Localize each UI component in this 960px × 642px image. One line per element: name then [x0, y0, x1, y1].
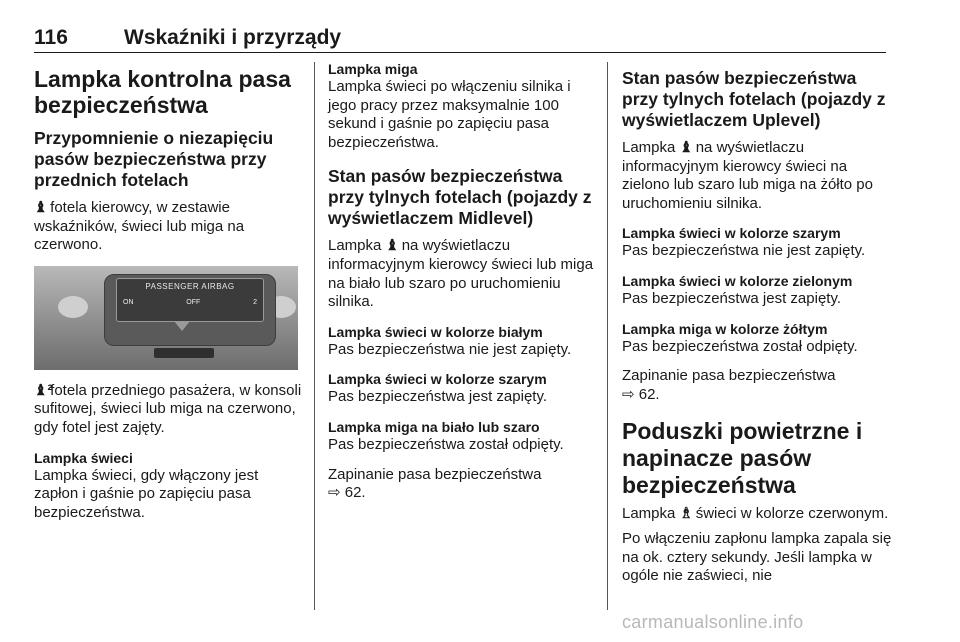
page-header: [34, 22, 886, 53]
paragraph: Pas bezpieczeństwa jest zapięty.: [622, 289, 842, 307]
airbag-person-icon: ♗: [679, 505, 693, 523]
minor-heading: Lampka miga w kolorze żółtym: [622, 320, 828, 337]
reference-paragraph: [328, 466, 596, 503]
paragraph: Pas bezpieczeństwa został odpięty.: [622, 337, 858, 355]
seatbelt-person-icon: ♝: [34, 199, 48, 216]
callout-pointer: [174, 321, 190, 331]
paragraph-text: Lampka: [622, 505, 676, 523]
paragraph: Pas bezpieczeństwa nie jest zapięty.: [622, 242, 866, 260]
paragraph-text: Lampka: [622, 139, 676, 156]
minor-heading: Lampka świeci: [34, 449, 133, 466]
column-2: [328, 60, 596, 503]
seatbelt-person-2-icon: ♝²: [34, 381, 53, 399]
reading-lamp-left: [58, 296, 88, 318]
paragraph: [34, 199, 304, 255]
watermark: carmanualsonline.info: [622, 612, 804, 632]
paragraph-text: świeci w kolorze czerwonym.: [695, 505, 889, 523]
paragraph: Pas bezpieczeństwa jest zapięty.: [328, 388, 548, 406]
section-title: Poduszki powietrzne i napinacze pasów bezpieczeństwa: [622, 418, 863, 499]
seatbelt-person-icon: ♝: [679, 139, 693, 156]
chapter-title: Wskaźniki i przyrządy: [124, 26, 342, 49]
panel-title: PASSENGER AIRBAG: [145, 281, 235, 291]
subsection-title: Przypomnienie o niezapięciu pasów bezpieczeństwa przy przednich fotelach: [34, 128, 274, 190]
paragraph-text: na wyświetlaczu informacyjnym kierowcy świeci lub miga na biało lub szaro po uruchomieniu silnika.: [328, 237, 594, 311]
reference-link[interactable]: 62.: [638, 385, 660, 403]
reference-text: Zapinanie pasa bezpieczeństwa: [328, 465, 542, 483]
section-title: Stan pasów bezpieczeństwa przy tylnych fotelach (pojazdy z wyświetlaczem Uplevel): [622, 68, 886, 130]
reference-text: Zapinanie pasa bezpieczeństwa: [622, 367, 836, 385]
minor-heading: Lampka miga: [328, 61, 418, 77]
reference-paragraph: [622, 367, 894, 404]
paragraph-text: fotela kierowcy, w zestawie wskaźników, świeci lub miga na czerwono.: [34, 199, 245, 254]
overhead-console-photo: [34, 266, 298, 370]
section-title: Stan pasów bezpieczeństwa przy tylnych fotelach (pojazdy z wyświetlaczem Midlevel): [328, 166, 592, 229]
minor-heading: Lampka świeci w kolorze zielonym: [622, 272, 853, 289]
paragraph: [622, 139, 894, 213]
paragraph: [622, 505, 894, 524]
paragraph-text: fotela przedniego pasażera, w konsoli sufitowej, świeci lub miga na czerwono, gdy fotel jest zajęty.: [34, 381, 302, 436]
page-number: 116: [34, 26, 68, 49]
column-1: [34, 60, 304, 533]
passenger-airbag-panel: [116, 278, 264, 322]
minor-heading: Lampka miga na biało lub szaro: [328, 418, 540, 435]
airbag-off-label: OFF: [186, 298, 201, 306]
reference-arrow-icon: ⇨: [622, 385, 635, 403]
minor-heading: Lampka świeci w kolorze szarym: [328, 371, 547, 388]
reference-arrow-icon: ⇨: [328, 484, 341, 502]
minor-heading: Lampka świeci w kolorze białym: [328, 323, 543, 340]
section-title: Lampka kontrolna pasa bezpieczeństwa: [34, 66, 291, 118]
paragraph: [328, 237, 596, 311]
reference-link[interactable]: 62.: [344, 484, 366, 502]
column-3: [622, 60, 894, 597]
seatbelt-person-icon: ♝: [385, 237, 399, 255]
airbag-on-label: ON: [123, 298, 134, 306]
column-divider: [314, 62, 315, 610]
paragraph: Pas bezpieczeństwa nie jest zapięty.: [328, 340, 572, 358]
paragraph-text: Lampka: [328, 237, 382, 255]
paragraph: Lampka świeci, gdy włączony jest zapłon i gaśnie po zapięciu pasa bezpieczeństwa.: [34, 466, 259, 521]
console-buttons: [154, 348, 214, 358]
column-divider: [607, 62, 608, 610]
paragraph: Pas bezpieczeństwa został odpięty.: [328, 435, 564, 453]
seat-number-label: 2: [253, 298, 257, 306]
paragraph-text: na wyświetlaczu informacyjnym kierowcy świeci na zielono lub szaro lub miga na żółto po uruchomieniu silnika.: [622, 139, 873, 212]
panel-indicators: [123, 299, 257, 306]
paragraph: Lampka świeci po włączeniu silnika i jego pracy przez maksymalnie 100 sekund i gaśnie po zapięciu pasa bezpieczeństwa.: [328, 78, 571, 151]
minor-heading: Lampka świeci w kolorze szarym: [622, 225, 841, 242]
paragraph: [34, 382, 304, 438]
paragraph: Po włączeniu zapłonu lampka zapala się na ok. cztery sekundy. Jeśli lampka w ogóle nie zaświeci, nie: [622, 529, 892, 585]
